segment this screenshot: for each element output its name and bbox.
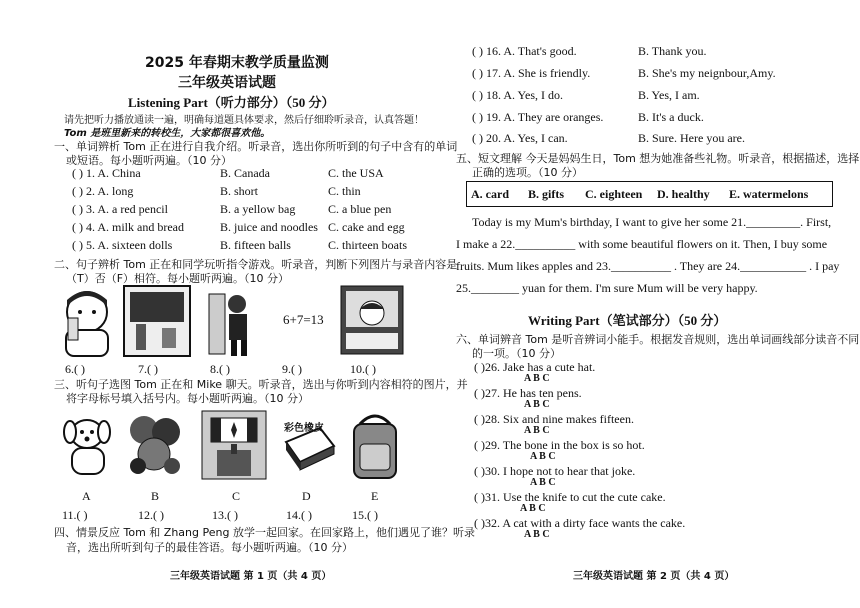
q16-option-b: B. Thank you.: [638, 44, 707, 58]
q4-option-c: C. cake and egg: [328, 220, 405, 234]
choice-item: C. eighteen: [585, 187, 643, 201]
writing-heading: Writing Part（笔试部分）（50 分）: [528, 313, 727, 328]
q27-markers: A B C: [524, 399, 550, 410]
section1-instruction: 一、单词辨析 Tom 正在进行自我介绍。听录音，选出你所听到的句子中含有的单词: [54, 140, 458, 153]
choice-item: B. gifts: [528, 187, 564, 201]
section3-instruction-2: 将字母标号填入括号内。每小题听两遍。（10 分）: [66, 392, 309, 405]
q28: ( )28. Six and nine makes fifteen.: [474, 412, 634, 426]
instruction-note: 请先把听力播放通读一遍，明确每道题具体要求，然后仔细聆听录音，认真答题！: [64, 115, 424, 126]
q29: ( )29. The bone in the box is so hot.: [474, 438, 645, 452]
q5-option-a: ( ) 5. A. sixteen dolls: [72, 238, 173, 252]
answer-slot[interactable]: 14.( ): [286, 508, 312, 522]
q18-option-b: B. Yes, I am.: [638, 88, 700, 102]
q28-markers: A B C: [524, 425, 550, 436]
answer-slot[interactable]: 6.( ): [65, 362, 85, 376]
q1-option-c: C. the USA: [328, 166, 384, 180]
choice-item: D. healthy: [657, 187, 710, 201]
boy-drinking-image: [52, 284, 122, 358]
q20-option-b: B. Sure. Here you are.: [638, 131, 745, 145]
listening-heading: Listening Part（听力部分）（50 分）: [128, 95, 335, 110]
q16-option-a: ( ) 16. A. That's good.: [472, 44, 577, 58]
q17-option-a: ( ) 17. A. She is friendly.: [472, 66, 591, 80]
q26: ( )26. Jake has a cute hat.: [474, 360, 596, 374]
q4-option-a: ( ) 4. A. milk and bread: [72, 220, 184, 234]
q19-option-a: ( ) 19. A. They are oranges.: [472, 110, 604, 124]
section2-instruction: 二、句子辨析 Tom 正在和同学玩听指令游戏。听录音，判断下列图片与录音内容是: [54, 258, 458, 271]
page-footer: 三年级英语试题 第 1 页（共 4 页）: [170, 571, 332, 582]
q2-option-c: C. thin: [328, 184, 361, 198]
answer-slot[interactable]: 11.( ): [62, 508, 88, 522]
q18-option-a: ( ) 18. A. Yes, I do.: [472, 88, 564, 102]
q32: ( )32. A cat with a dirty face wants the cake.: [474, 516, 686, 530]
q17-option-b: B. She's my neignbour,Amy.: [638, 66, 776, 80]
q26-markers: A B C: [524, 373, 550, 384]
q3-option-c: C. a blue pen: [328, 202, 392, 216]
answer-slot[interactable]: 7.( ): [138, 362, 158, 376]
passage-line: 25.________ yuan for them. I'm sure Mum will be very happy.: [456, 281, 758, 295]
section2-instruction-2: （T）否（F）相符。每小题听两遍。（10 分）: [66, 272, 290, 285]
q1-option-b: B. Canada: [220, 166, 270, 180]
q29-markers: A B C: [530, 451, 556, 462]
schoolbag-image: [346, 410, 404, 482]
section5-instruction-2: 正确的选项。（10 分）: [472, 166, 583, 179]
eraser-caption: 彩色橡皮: [284, 423, 324, 434]
boy-at-desk-image: [340, 285, 404, 355]
q20-option-a: ( ) 20. A. Yes, I can.: [472, 131, 568, 145]
exam-subtitle: 三年级英语试题: [178, 75, 276, 91]
boy-with-blocks-image: [205, 290, 255, 360]
q19-option-b: B. It's a duck.: [638, 110, 704, 124]
q30: ( )30. I hope not to hear that joke.: [474, 464, 636, 478]
q5-option-c: C. thirteen boats: [328, 238, 407, 252]
picture-letter: D: [302, 489, 311, 503]
canada-flag-image: [201, 410, 267, 480]
section6-instruction: 六、单词辨音 Tom 是听音辨词小能手。根据发音规则，选出单词画线部分读音不同: [456, 333, 860, 346]
page-footer: 三年级英语试题 第 2 页（共 4 页）: [573, 571, 735, 582]
q5-option-b: B. fifteen balls: [220, 238, 291, 252]
q2-option-b: B. short: [220, 184, 259, 198]
fruits-image: [124, 410, 184, 480]
picture-letter: B: [151, 489, 160, 503]
answer-slot[interactable]: 15.( ): [352, 508, 378, 522]
answer-slot[interactable]: 8.( ): [210, 362, 230, 376]
q3-option-a: ( ) 3. A. a red pencil: [72, 202, 168, 216]
section5-instruction: 五、短文理解 今天是妈妈生日，Tom 想为她准备些礼物。听录音，根据描述，选择: [456, 152, 860, 165]
q31-markers: A B C: [520, 503, 546, 514]
section6-instruction-2: 的一项。（10 分）: [472, 347, 561, 360]
q4-option-b: B. juice and noodles: [220, 220, 318, 234]
choice-item: E. watermelons: [729, 187, 809, 201]
classroom-board-image: [122, 284, 192, 358]
q27: ( )27. He has ten pens.: [474, 386, 582, 400]
passage-line: I make a 22.__________ with some beautiful flowers on it. Then, I buy some: [456, 237, 828, 251]
picture-letter: C: [232, 489, 241, 503]
math-equation: 6+7=13: [283, 312, 324, 327]
puppy-image: [56, 410, 118, 480]
section3-instruction: 三、听句子选图 Tom 正在和 Mike 聊天。听录音，选出与你听到内容相符的图片，并: [54, 378, 468, 391]
answer-slot[interactable]: 10.( ): [350, 362, 376, 376]
passage-line: Today is my Mum's birthday, I want to give her some 21._________. First,: [472, 215, 832, 229]
q3-option-b: B. a yellow bag: [220, 202, 296, 216]
q2-option-a: ( ) 2. A. long: [72, 184, 134, 198]
q1-option-a: ( ) 1. A. China: [72, 166, 141, 180]
intro-note: Tom 是班里新来的转校生，大家都很喜欢他。: [64, 128, 271, 139]
passage-line: fruits. Mum likes apples and 23.__________ . They are 24.___________ . I pay: [456, 259, 840, 273]
q30-markers: A B C: [530, 477, 556, 488]
answer-slot[interactable]: 13.( ): [212, 508, 238, 522]
section1-instruction-2: 或短语。每小题听两遍。（10 分）: [66, 154, 232, 167]
exam-title: 2025 年春期末教学质量监测: [145, 55, 329, 71]
q31: ( )31. Use the knife to cut the cute cake.: [474, 490, 666, 504]
choice-item: A. card: [471, 187, 509, 201]
answer-slot[interactable]: 9.( ): [282, 362, 302, 376]
picture-letter: E: [371, 489, 379, 503]
picture-letter: A: [82, 489, 91, 503]
answer-slot[interactable]: 12.( ): [138, 508, 164, 522]
section4-instruction: 四、情景反应 Tom 和 Zhang Peng 放学一起回家。在回家路上，他们遇见了谁？听录: [54, 526, 475, 539]
section4-instruction-2: 音，选出所听到句子的最佳答语。每小题听两遍。（10 分）: [66, 541, 353, 554]
q32-markers: A B C: [524, 529, 550, 540]
